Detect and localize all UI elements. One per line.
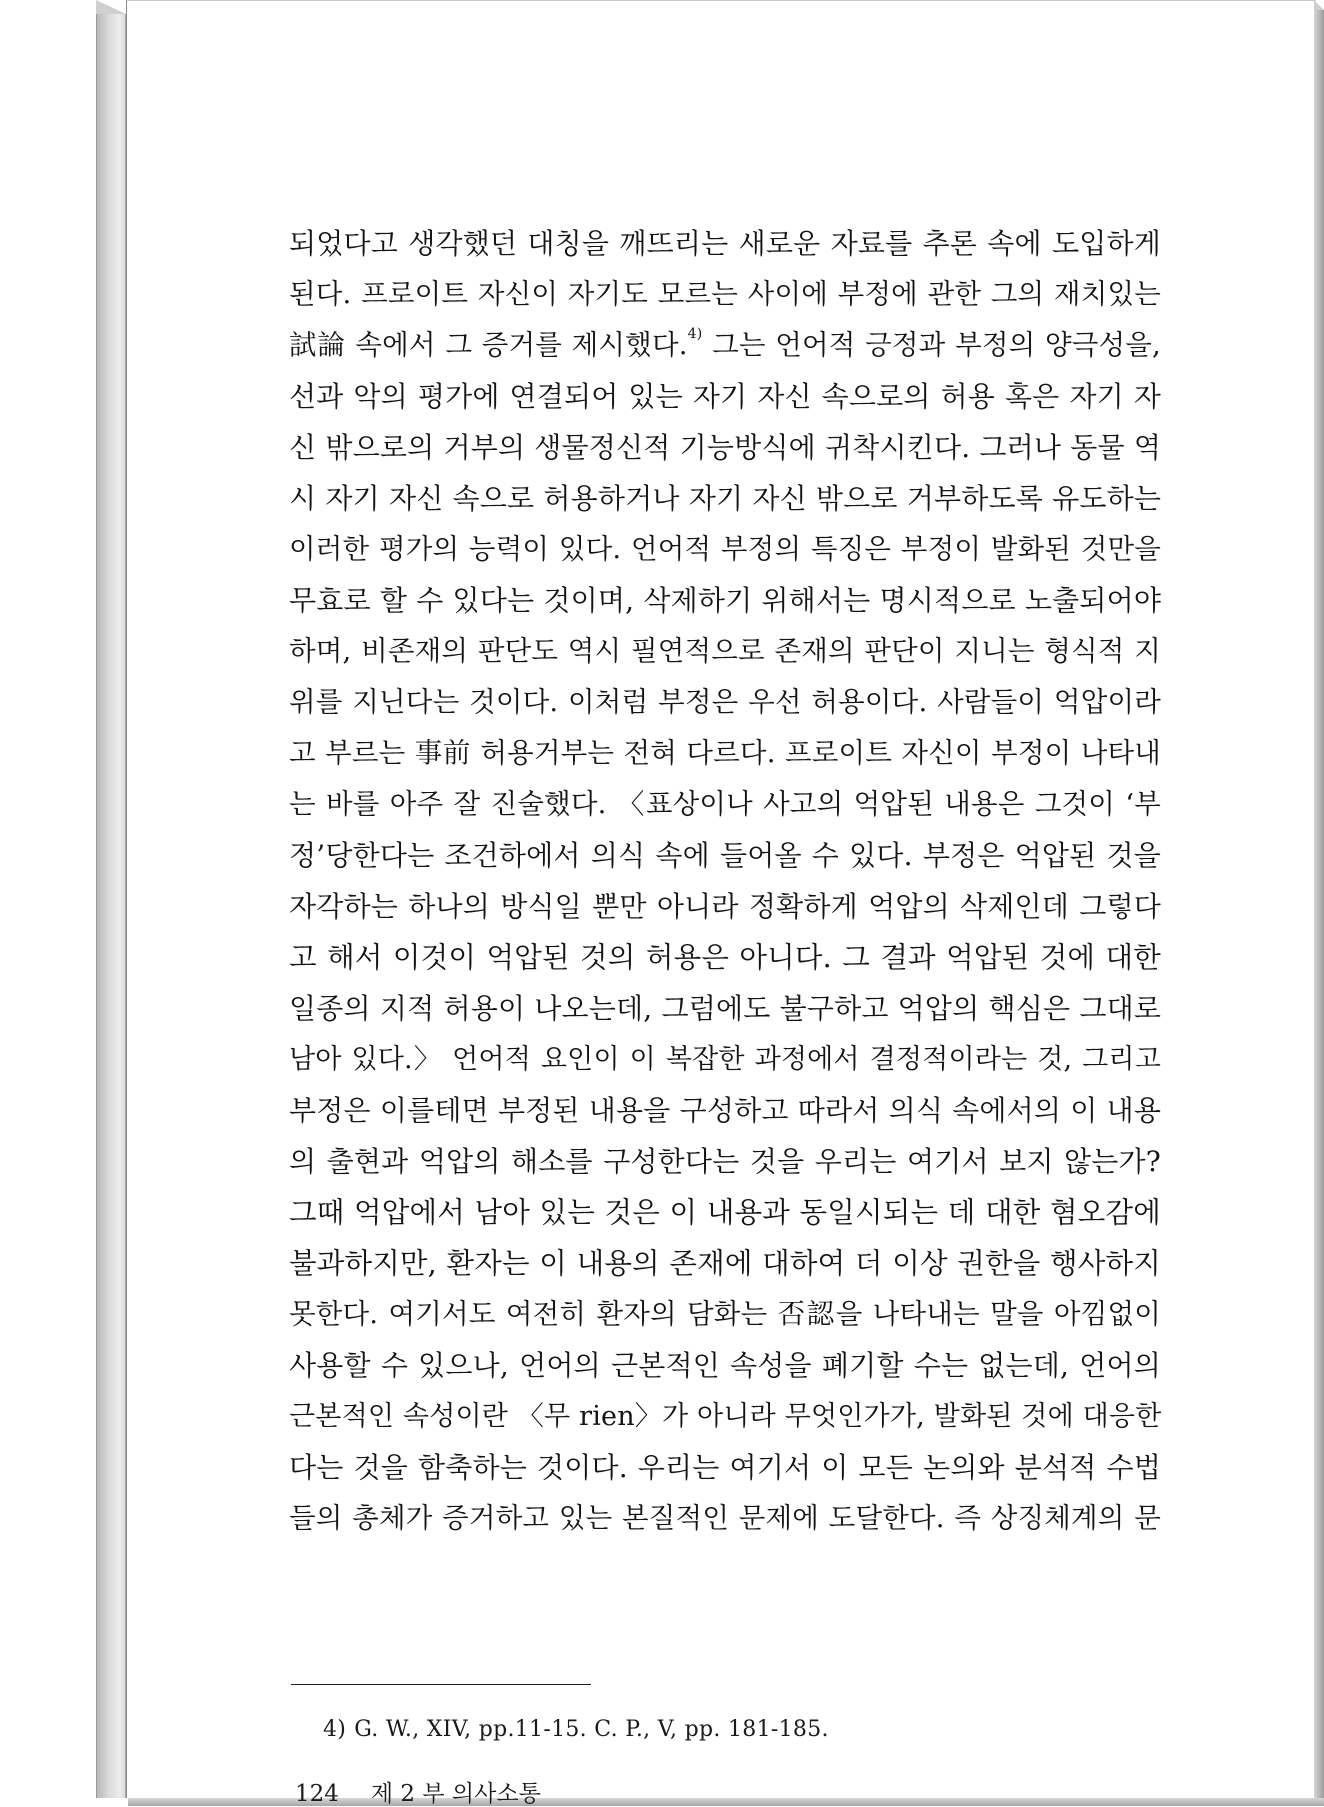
text-line: 신 밖으로의 거부의 생물정신적 기능방식에 귀착시킨다. 그러나 동물 역 bbox=[289, 431, 1162, 464]
text-line: 못한다. 여기서도 여전히 환자의 담화는 否認을 나타내는 말을 아낌없이 bbox=[289, 1298, 1161, 1330]
text-line: 근본적인 속성이란 〈무 rien〉가 아니라 무엇인가가, 발화된 것에 대응한 bbox=[289, 1401, 1162, 1432]
text-line-part: 試論 속에서 그 증거를 제시했다. bbox=[289, 329, 688, 361]
text-line: 남아 있다.〉 언어적 요인이 이 복잡한 과정에서 결정적이라는 것, 그리고 bbox=[289, 1044, 1161, 1075]
text-line: 불과하지만, 환자는 이 내용의 존재에 대하여 더 이상 권한을 행사하지 bbox=[289, 1247, 1161, 1280]
running-footer-section: 제 2 부 의사소통 bbox=[370, 1781, 541, 1807]
text-line: 하며, 비존재의 판단도 역시 필연적으로 존재의 판단이 지니는 형식적 지 bbox=[289, 635, 1161, 667]
text-line: 시 자기 자신 속으로 허용하거나 자기 자신 밖으로 거부하도록 유도하는 bbox=[289, 482, 1162, 515]
text-line-part: 그는 언어적 긍정과 부정의 양극성을, bbox=[702, 329, 1161, 361]
page-footer bbox=[295, 1782, 541, 1806]
footnote-divider bbox=[291, 1684, 591, 1685]
text-line: 다는 것을 함축하는 것이다. 우리는 여기서 이 모든 논의와 분석적 수법 bbox=[289, 1451, 1161, 1484]
body-paragraph bbox=[289, 218, 1161, 1544]
text-line: 자각하는 하나의 방식일 뿐만 아니라 정확하게 억압의 삭제인데 그렇다 bbox=[289, 890, 1161, 923]
book-page-edge bbox=[96, 14, 126, 1798]
text-line: 선과 악의 평가에 연결되어 있는 자기 자신 속으로의 허용 혹은 자기 자 bbox=[289, 380, 1161, 413]
text-line: 정’당한다는 조건하에서 의식 속에 들어올 수 있다. 부정은 억압된 것을 bbox=[289, 839, 1161, 872]
text-line: 의 출현과 억압의 해소를 구성한다는 것을 우리는 여기서 보지 않는가? bbox=[289, 1145, 1161, 1178]
text-line: 그때 억압에서 남아 있는 것은 이 내용과 동일시되는 데 대한 혐오감에 bbox=[289, 1196, 1161, 1229]
text-line-with-footnote-ref bbox=[289, 320, 1161, 371]
page-shadow-corner bbox=[1314, 0, 1324, 10]
book-edge-top bbox=[96, 0, 126, 14]
footnote bbox=[323, 1717, 829, 1742]
page-shadow-right bbox=[1314, 10, 1324, 1800]
text-line: 는 바를 아주 잘 진술했다. 〈표상이나 사고의 억압된 내용은 그것이 ‘부 bbox=[289, 788, 1161, 820]
text-line: 무효로 할 수 있다는 것이며, 삭제하기 위해서는 명시적으로 노출되어야 bbox=[289, 584, 1162, 617]
text-line: 부정은 이를테면 부정된 내용을 구성하고 따라서 의식 속에서의 이 내용 bbox=[289, 1094, 1162, 1127]
page-number: 124 bbox=[295, 1781, 339, 1807]
text-line: 되었다고 생각했던 대칭을 깨뜨리는 새로운 자료를 추론 속에 도입하게 bbox=[289, 227, 1161, 260]
footnote-number: 4) bbox=[323, 1717, 347, 1742]
text-line: 고 부르는 事前 허용거부는 전혀 다르다. 프로이트 자신이 부정이 나타내 bbox=[289, 737, 1161, 769]
text-line: 들의 총체가 증거하고 있는 본질적인 문제에 도달한다. 즉 상징체계의 문 bbox=[289, 1502, 1161, 1534]
footnote-reference: 4) bbox=[687, 326, 703, 342]
footnote-text: G. W., XIV, pp.11-15. C. P., V, pp. 181-185. bbox=[354, 1717, 829, 1742]
text-line: 된다. 프로이트 자신이 자기도 모르는 사이에 부정에 관한 그의 재치있는 bbox=[289, 278, 1161, 310]
text-line: 일종의 지적 허용이 나오는데, 그럼에도 불구하고 억압의 핵심은 그대로 bbox=[289, 992, 1162, 1025]
text-line: 사용할 수 있으나, 언어의 근본적인 속성을 폐기할 수는 없는데, 언어의 bbox=[289, 1349, 1161, 1382]
text-line: 위를 지닌다는 것이다. 이처럼 부정은 우선 허용이다. 사람들이 억압이라 bbox=[289, 686, 1161, 718]
text-line: 이러한 평가의 능력이 있다. 언어적 부정의 특징은 부정이 발화된 것만을 bbox=[289, 533, 1161, 565]
text-line: 고 해서 이것이 억압된 것의 허용은 아니다. 그 결과 억압된 것에 대한 bbox=[289, 941, 1161, 974]
